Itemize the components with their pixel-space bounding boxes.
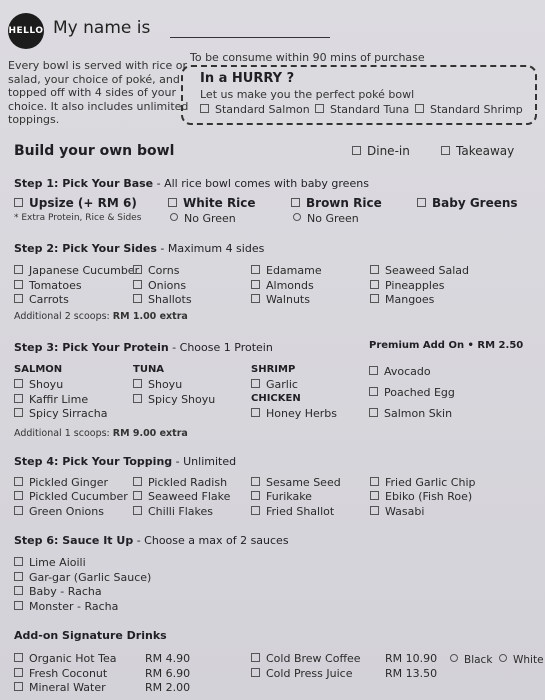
list-item[interactable]: Poached Egg — [369, 386, 455, 399]
build-title: Build your own bowl — [14, 143, 175, 159]
drink-price: RM 10.90 — [385, 652, 438, 665]
checkbox-icon[interactable] — [369, 408, 378, 417]
list-item[interactable]: Green Onions — [14, 505, 104, 518]
list-item[interactable]: Walnuts — [251, 293, 310, 306]
hurry-option-salmon[interactable]: Standard Salmon — [200, 103, 310, 116]
chicken-head: CHICKEN — [251, 393, 301, 404]
white-option[interactable]: White — [499, 654, 544, 666]
no-green-option-1[interactable]: No Green — [170, 212, 236, 225]
step2-title: Step 2: Pick Your Sides - Maximum 4 sides — [14, 242, 265, 255]
checkbox-icon[interactable] — [251, 491, 260, 500]
upsize-note: * Extra Protein, Rice & Sides — [14, 213, 142, 223]
list-item[interactable]: Salmon Skin — [369, 407, 452, 420]
baby-greens-option[interactable]: Baby Greens — [417, 196, 518, 210]
drink-item[interactable]: Cold Brew Coffee — [251, 652, 361, 665]
list-item[interactable]: Pickled Ginger — [14, 476, 108, 489]
upsize-option[interactable]: Upsize (+ RM 6) — [14, 196, 137, 210]
premium-title: Premium Add On • RM 2.50 — [369, 340, 524, 351]
checkbox-icon[interactable] — [14, 572, 23, 581]
checkbox-icon[interactable] — [370, 265, 379, 274]
checkbox-icon[interactable] — [417, 198, 426, 207]
list-item[interactable]: Sesame Seed — [251, 476, 341, 489]
list-item[interactable]: Pickled Cucumber — [14, 490, 128, 503]
list-item[interactable]: Fried Shallot — [251, 505, 334, 518]
checkbox-icon[interactable] — [14, 586, 23, 595]
list-item[interactable]: Fried Garlic Chip — [370, 476, 476, 489]
checkbox-icon[interactable] — [370, 477, 379, 486]
list-item[interactable]: Mangoes — [370, 293, 434, 306]
list-item[interactable]: Shoyu — [133, 378, 182, 391]
list-item[interactable]: Corns — [133, 264, 179, 277]
list-item[interactable]: Seaweed Flake — [133, 490, 230, 503]
checkbox-icon[interactable] — [14, 294, 23, 303]
list-item[interactable]: Garlic — [251, 378, 298, 391]
name-label: My name is — [53, 18, 151, 38]
hurry-option-tuna[interactable]: Standard Tuna — [315, 103, 409, 116]
checkbox-icon[interactable] — [251, 477, 260, 486]
intro-text: Every bowl is served with rice or salad, your choice of poké, and topped off with 4 sides of your choice. It also includes unlimited toppings. — [8, 59, 189, 126]
checkbox-icon[interactable] — [251, 294, 260, 303]
checkbox-icon[interactable] — [251, 379, 260, 388]
checkbox-icon[interactable] — [370, 491, 379, 500]
black-option[interactable]: Black — [450, 654, 492, 666]
checkbox-icon[interactable] — [14, 601, 23, 610]
name-field[interactable] — [170, 37, 330, 38]
dine-in-option[interactable]: Dine-in — [352, 144, 410, 158]
no-green-option-2[interactable]: No Green — [293, 212, 359, 225]
list-item[interactable]: Furikake — [251, 490, 312, 503]
drink-item[interactable]: Cold Press Juice — [251, 667, 352, 680]
checkbox-icon[interactable] — [369, 387, 378, 396]
checkbox-icon[interactable] — [251, 668, 260, 677]
checkbox-icon[interactable] — [133, 506, 142, 515]
radio-icon[interactable] — [450, 654, 458, 662]
checkbox-icon[interactable] — [14, 491, 23, 500]
checkbox-icon[interactable] — [251, 265, 260, 274]
checkbox-icon[interactable] — [441, 146, 450, 155]
checkbox-icon[interactable] — [370, 294, 379, 303]
drink-item[interactable]: Mineral Water — [14, 681, 106, 694]
step3-note: Additional 1 scoops: RM 9.00 extra — [14, 428, 188, 439]
drink-price: RM 13.50 — [385, 667, 438, 680]
list-item[interactable]: Shoyu — [14, 378, 63, 391]
step4-title: Step 4: Pick Your Topping - Unlimited — [14, 455, 237, 468]
checkbox-icon[interactable] — [352, 146, 361, 155]
step1-title: Step 1: Pick Your Base - All rice bowl comes with baby greens — [14, 177, 369, 190]
drink-price: RM 2.00 — [145, 681, 191, 694]
list-item[interactable]: Honey Herbs — [251, 407, 337, 420]
list-item[interactable]: Ebiko (Fish Roe) — [370, 490, 472, 503]
hello-badge: HELLO — [8, 13, 44, 49]
hurry-subtitle: Let us make you the perfect poké bowl — [200, 88, 415, 101]
list-item[interactable]: Seaweed Salad — [370, 264, 469, 277]
checkbox-icon[interactable] — [14, 682, 23, 691]
checkbox-icon[interactable] — [251, 280, 260, 289]
list-item[interactable]: Edamame — [251, 264, 322, 277]
checkbox-icon[interactable] — [14, 198, 23, 207]
list-item[interactable]: Pickled Radish — [133, 476, 227, 489]
list-item[interactable]: Shallots — [133, 293, 192, 306]
brown-rice-option[interactable]: Brown Rice — [291, 196, 382, 210]
checkbox-icon[interactable] — [133, 294, 142, 303]
checkbox-icon[interactable] — [14, 557, 23, 566]
hurry-option-shrimp[interactable]: Standard Shrimp — [415, 103, 523, 116]
radio-icon[interactable] — [293, 213, 301, 221]
checkbox-icon[interactable] — [251, 653, 260, 662]
checkbox-icon[interactable] — [370, 280, 379, 289]
white-rice-option[interactable]: White Rice — [168, 196, 256, 210]
tuna-head: TUNA — [133, 364, 165, 375]
list-item[interactable]: Baby - Racha — [14, 585, 102, 598]
list-item[interactable]: Spicy Shoyu — [133, 393, 215, 406]
checkbox-icon[interactable] — [14, 379, 23, 388]
checkbox-icon[interactable] — [251, 408, 260, 417]
checkbox-icon[interactable] — [14, 408, 23, 417]
checkbox-icon[interactable] — [14, 668, 23, 677]
list-item[interactable]: Tomatoes — [14, 279, 82, 292]
checkbox-icon[interactable] — [251, 506, 260, 515]
checkbox-icon[interactable] — [14, 477, 23, 486]
consume-note: To be consume within 90 mins of purchase — [190, 51, 425, 64]
list-item[interactable]: Almonds — [251, 279, 314, 292]
shrimp-head: SHRIMP — [251, 364, 296, 375]
list-item[interactable]: Spicy Sirracha — [14, 407, 107, 420]
list-item[interactable]: Onions — [133, 279, 186, 292]
list-item[interactable]: Wasabi — [370, 505, 424, 518]
takeaway-option[interactable]: Takeaway — [441, 144, 514, 158]
checkbox-icon[interactable] — [315, 104, 324, 113]
list-item[interactable]: Carrots — [14, 293, 69, 306]
drink-price: RM 4.90 — [145, 652, 191, 665]
checkbox-icon[interactable] — [133, 379, 142, 388]
checkbox-icon[interactable] — [369, 366, 378, 375]
list-item[interactable]: Monster - Racha — [14, 600, 118, 613]
checkbox-icon[interactable] — [14, 653, 23, 662]
drinks-title: Add-on Signature Drinks — [14, 629, 167, 642]
checkbox-icon[interactable] — [14, 506, 23, 515]
list-item[interactable]: Gar-gar (Garlic Sauce) — [14, 571, 151, 584]
step6-title: Step 6: Sauce It Up - Choose a max of 2 sauces — [14, 534, 289, 547]
step2-note: Additional 2 scoops: RM 1.00 extra — [14, 311, 188, 322]
checkbox-icon[interactable] — [415, 104, 424, 113]
checkbox-icon[interactable] — [14, 265, 23, 274]
checkbox-icon[interactable] — [168, 198, 177, 207]
checkbox-icon[interactable] — [133, 280, 142, 289]
checkbox-icon[interactable] — [370, 506, 379, 515]
list-item[interactable]: Japanese Cucumber — [14, 264, 139, 277]
hurry-title: In a HURRY ? — [200, 71, 295, 86]
drink-item[interactable]: Fresh Coconut — [14, 667, 107, 680]
drink-item[interactable]: Organic Hot Tea — [14, 652, 116, 665]
list-item[interactable]: Lime Aioili — [14, 556, 86, 569]
checkbox-icon[interactable] — [14, 280, 23, 289]
drink-price: RM 6.90 — [145, 667, 191, 680]
salmon-head: SALMON — [14, 364, 63, 375]
step3-title: Step 3: Pick Your Protein - Choose 1 Protein — [14, 341, 273, 354]
checkbox-icon[interactable] — [133, 477, 142, 486]
radio-icon[interactable] — [499, 654, 507, 662]
checkbox-icon[interactable] — [291, 198, 300, 207]
checkbox-icon[interactable] — [200, 104, 209, 113]
checkbox-icon[interactable] — [133, 491, 142, 500]
checkbox-icon[interactable] — [14, 394, 23, 403]
list-item[interactable]: Avocado — [369, 365, 431, 378]
list-item[interactable]: Kaffir Lime — [14, 393, 88, 406]
list-item[interactable]: Pineapples — [370, 279, 444, 292]
radio-icon[interactable] — [170, 213, 178, 221]
list-item[interactable]: Chilli Flakes — [133, 505, 213, 518]
checkbox-icon[interactable] — [133, 394, 142, 403]
checkbox-icon[interactable] — [133, 265, 142, 274]
